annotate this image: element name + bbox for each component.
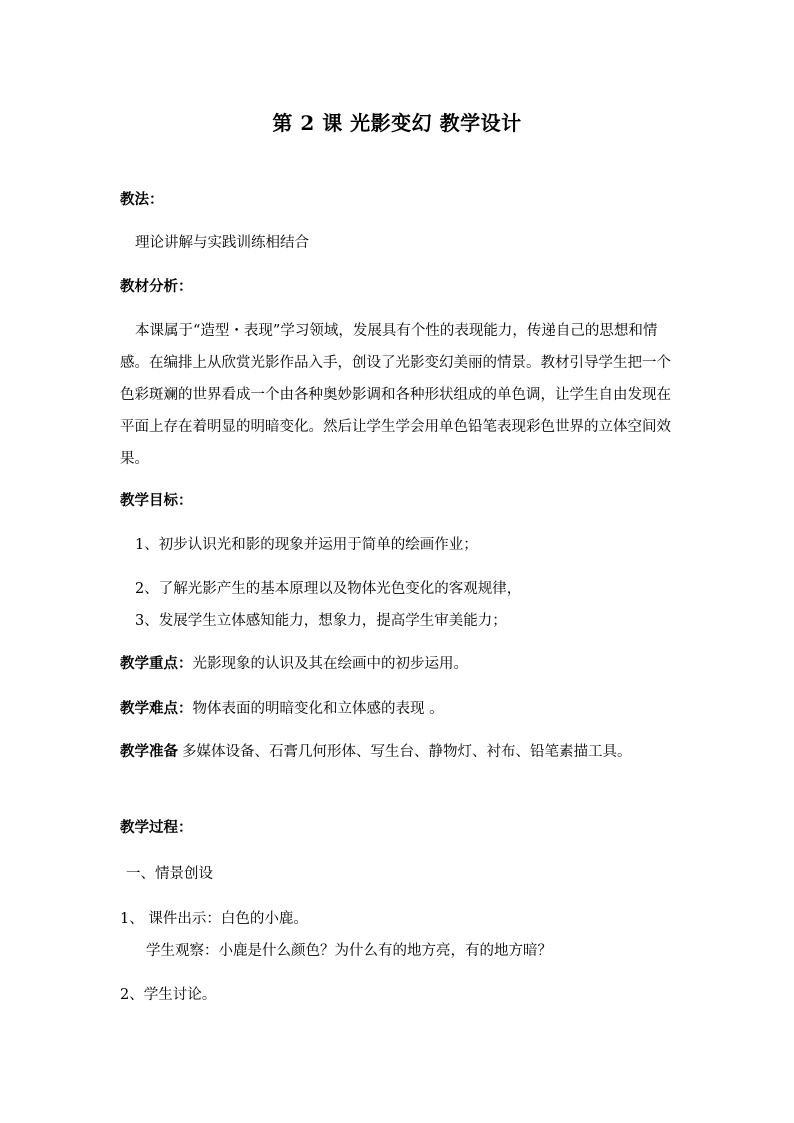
process-section-1: 一、情景创设 xyxy=(126,866,213,882)
preparation-text: 多媒体设备、石膏几何形体、写生台、静物灯、衬布、铅笔素描工具。 xyxy=(182,744,632,760)
goal-item-1: 1、初步认识光和影的现象并运用于简单的绘画作业； xyxy=(135,537,478,553)
process-step-1: 1、 课件出示：白色的小鹿。 xyxy=(120,911,308,927)
preparation-label: 教学准备 xyxy=(120,743,178,760)
method-heading: 教法： xyxy=(120,191,164,208)
process-heading: 教学过程： xyxy=(120,819,193,836)
analysis-paragraph: 本课属于“造型・表现”学习领域，发展具有个性的表现能力，传递自己的思想和情感。在编排上从欣赏光影作品入手，创设了光影变幻美丽的情景。教材引导学生把一个色彩斑斓的世界看成一个由各种奥妙影调和各种形状组成的单色调，让学生自由发现在平面上存在着明显的明暗变化。然后让学生学会用单色铅笔表现彩色世界的立体空间效果。 xyxy=(120,323,671,467)
page-title: 第 2 课 光影变幻 教学设计 xyxy=(272,111,522,135)
preparation-line xyxy=(120,742,632,762)
goal-item-3: 3、发展学生立体感知能力，想象力，提高学生审美能力； xyxy=(135,613,507,629)
focus-label: 教学重点： xyxy=(120,655,193,672)
method-text: 理论讲解与实践训练相结合 xyxy=(135,235,309,251)
goal-item-2: 2、了解光影产生的基本原理以及物体光色变化的客观规律， xyxy=(135,581,522,597)
difficulty-label: 教学难点： xyxy=(120,700,193,717)
focus-text: 光影现象的认识及其在绘画中的初步运用。 xyxy=(192,656,468,672)
difficulty-line xyxy=(120,699,444,719)
process-step-1-sub: 学生观察：小鹿是什么颜色？为什么有的地方亮，有的地方暗？ xyxy=(146,943,552,959)
difficulty-text: 物体表面的明暗变化和立体感的表现 。 xyxy=(192,701,444,717)
focus-line xyxy=(120,654,468,674)
goals-heading: 教学目标： xyxy=(120,492,193,509)
analysis-heading: 教材分析： xyxy=(120,278,193,295)
process-step-2: 2、学生讨论。 xyxy=(120,987,217,1003)
